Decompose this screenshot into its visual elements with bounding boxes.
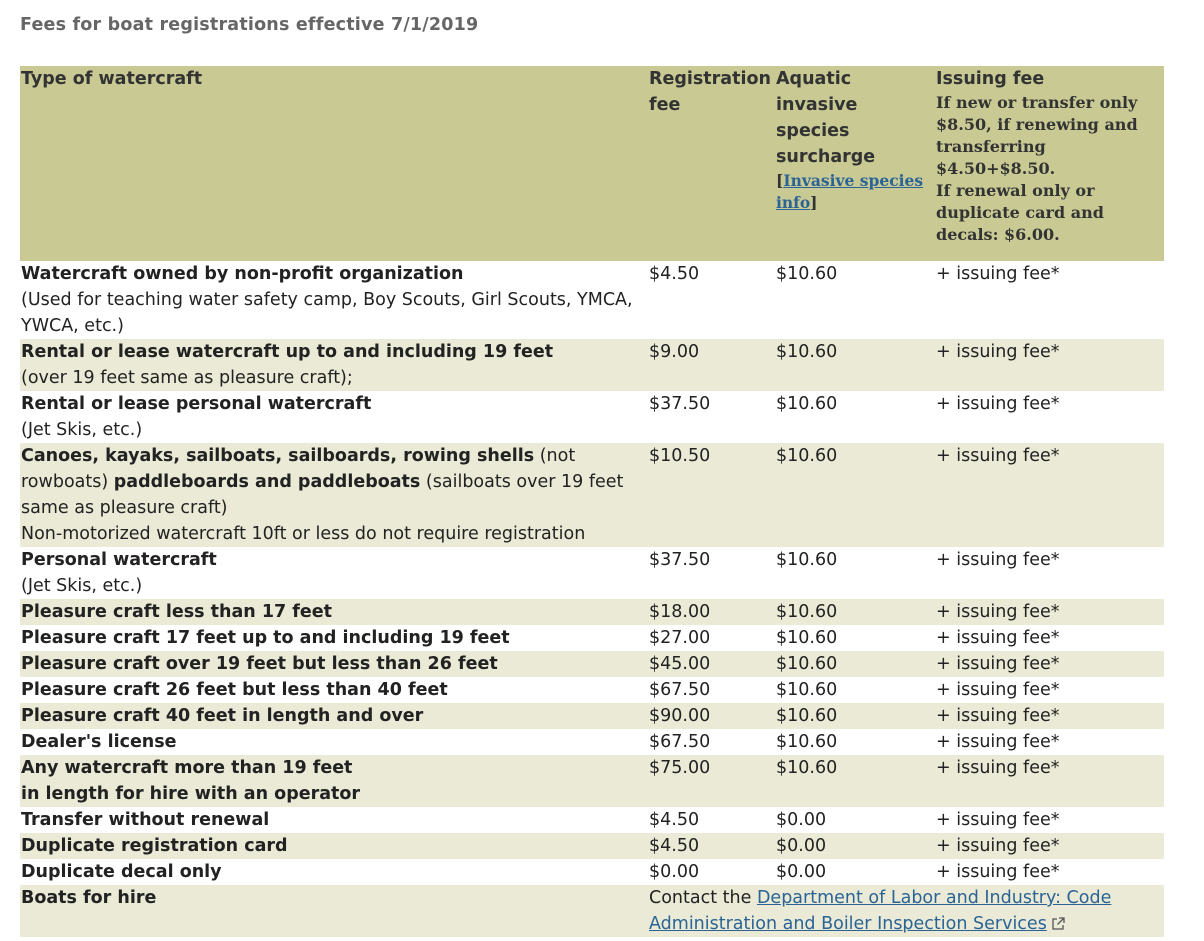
ais-cell: $10.60 [776,732,838,752]
registration-cell: $37.50 [649,550,711,570]
header-issuing-title: Issuing fee [936,69,1045,89]
type-cell: Pleasure craft 26 feet but less than 40 feet [21,680,448,700]
registration-cell: $67.50 [649,680,711,700]
type-cell: Canoes, kayaks, sailboats, sailboards, rowing shells (not rowboats) paddleboards and paddleboats (sailboats over 19 feet same as pleasure craft) Non-motorized watercraft 10ft or less do not require registration [21,446,624,544]
table-row [20,703,1164,729]
header-issuing [935,66,1164,261]
invasive-species-info-link[interactable]: Invasive species info [776,171,924,212]
type-cell: Rental or lease personal watercraft (Jet Skis, etc.) [21,394,372,440]
registration-cell: $10.50 [649,446,711,466]
registration-cell: $37.50 [649,394,711,414]
type-cell: Pleasure craft 17 feet up to and including 19 feet [21,628,510,648]
issuing-cell: + issuing fee* [936,732,1060,752]
issuing-cell: + issuing fee* [936,836,1060,856]
type-cell: Rental or lease watercraft up to and including 19 feet (over 19 feet same as pleasure craft); [21,342,554,388]
type-cell: Boats for hire [21,888,157,908]
ais-cell: $0.00 [776,810,827,830]
type-cell: Pleasure craft over 19 feet but less than 26 feet [21,654,498,674]
ais-cell: $10.60 [776,654,838,674]
fee-table [20,66,1164,937]
table-row [20,391,1164,443]
ais-cell: $10.60 [776,628,838,648]
issuing-cell: + issuing fee* [936,446,1060,466]
ais-cell: $10.60 [776,680,838,700]
issuing-cell: + issuing fee* [936,342,1060,362]
registration-cell: $27.00 [649,628,711,648]
type-cell: Transfer without renewal [21,810,270,830]
type-cell: Duplicate registration card [21,836,288,856]
header-issuing-note-1: If new or transfer only $8.50, if renewing and transferring $4.50+$8.50. [936,93,1138,178]
registration-cell: $4.50 [649,836,700,856]
issuing-cell: + issuing fee* [936,394,1060,414]
registration-cell: $4.50 [649,810,700,830]
table-row [20,443,1164,547]
header-issuing-note-2: If renewal only or duplicate card and decals: $6.00. [936,181,1104,244]
issuing-cell: + issuing fee* [936,602,1060,622]
header-ais [775,66,935,261]
issuing-cell: + issuing fee* [936,628,1060,648]
type-cell: Duplicate decal only [21,862,222,882]
issuing-cell: + issuing fee* [936,810,1060,830]
registration-cell: $45.00 [649,654,711,674]
ais-cell: $0.00 [776,862,827,882]
type-cell: Watercraft owned by non-profit organization (Used for teaching water safety camp, Boy Scouts, Girl Scouts, YMCA, YWCA, etc.) [21,264,633,336]
ais-cell: $10.60 [776,706,838,726]
table-row [20,755,1164,807]
registration-cell: $18.00 [649,602,711,622]
ais-cell: $10.60 [776,394,838,414]
type-cell: Pleasure craft 40 feet in length and over [21,706,424,726]
page-caption: Fees for boat registrations effective 7/1/2019 [20,15,479,35]
issuing-cell: + issuing fee* [936,654,1060,674]
header-ais-link-wrap: [Invasive species info] [776,171,924,212]
external-link-icon[interactable] [1051,913,1065,927]
table-row [20,339,1164,391]
issuing-cell: + issuing fee* [936,706,1060,726]
table-row [20,677,1164,703]
table-row [20,599,1164,625]
issuing-cell: + issuing fee* [936,680,1060,700]
table-row [20,261,1164,339]
header-type: Type of watercraft [21,69,203,89]
ais-cell: $10.60 [776,264,838,284]
header-ais-title: Aquatic invasive species surcharge [776,69,876,167]
contact-cell: Contact the Department of Labor and Industry: Code Administration and Boiler Inspection Services [649,888,1112,934]
ais-cell: $0.00 [776,836,827,856]
ais-cell: $10.60 [776,602,838,622]
type-cell: Dealer's license [21,732,177,752]
registration-cell: $90.00 [649,706,711,726]
registration-cell: $0.00 [649,862,700,882]
table-header-row [20,66,1164,261]
table-row [20,807,1164,833]
ais-cell: $10.60 [776,342,838,362]
registration-cell: $4.50 [649,264,700,284]
issuing-cell: + issuing fee* [936,862,1060,882]
type-cell: Pleasure craft less than 17 feet [21,602,332,622]
issuing-cell: + issuing fee* [936,264,1060,284]
header-registration: Registration fee [649,69,771,115]
issuing-cell: + issuing fee* [936,550,1060,570]
registration-cell: $67.50 [649,732,711,752]
ais-cell: $10.60 [776,758,838,778]
table-row [20,625,1164,651]
table-row [20,859,1164,885]
type-cell: Any watercraft more than 19 feet in length for hire with an operator [21,758,361,804]
labor-industry-link[interactable]: Department of Labor and Industry: Code Administration and Boiler Inspection Services [649,888,1112,934]
ais-cell: $10.60 [776,550,838,570]
registration-cell: $9.00 [649,342,700,362]
table-row [20,729,1164,755]
ais-cell: $10.60 [776,446,838,466]
table-row [20,547,1164,599]
table-row [20,885,1164,937]
issuing-cell: + issuing fee* [936,758,1060,778]
table-row [20,833,1164,859]
registration-cell: $75.00 [649,758,711,778]
type-cell: Personal watercraft (Jet Skis, etc.) [21,550,217,596]
table-row [20,651,1164,677]
